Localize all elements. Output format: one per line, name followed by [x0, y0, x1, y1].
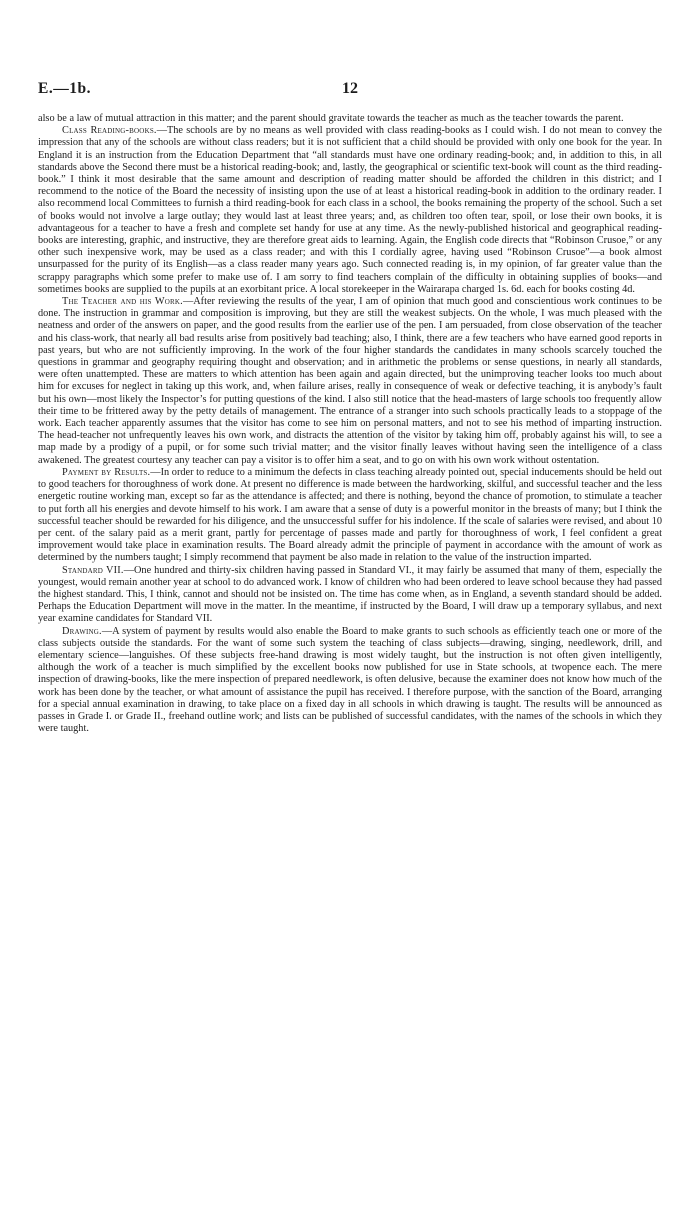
paragraph-text: —A system of payment by results would also enable the Board to make grants to such schools as efficiently teach one or more of the class subjects outside the standards. For the want of some such system the teaching of class subjects—drawing, singing, needlework, drill, and elementary science—languishes. Of these subjects free-hand drawing is most widely taught, but the instruction is not often given intelligently, although the work of a teacher is much simplified by the excellent books now published for use in State schools, at twopence each. The mere inspection of drawing-books, like the mere inspection of prepared needlework, is often delusive, because the examiner does not know how much of the work has been done by the teacher, or what amount of assistance the pupil has received. I therefore purpose, with the sanction of the Board, arranging for a special annual examination in drawing, to take place on a fixed day in all schools in which drawing is taught. The results will be announced as passes in Grade I. or Grade II., freehand outline work; and lists can be published of successful candidates, with the names of the schools in which they were taught.: [38, 625, 662, 735]
paragraph-text: also be a law of mutual attraction in this matter; and the parent should gravitate towards the teacher as much as the teacher towards the parent.: [38, 113, 624, 124]
document-reference: E.—1b.: [38, 80, 91, 97]
document-body: [38, 113, 662, 735]
paragraph-text: —In order to reduce to a minimum the defects in class teaching already pointed out, special inducements should be held out to good teachers for thoroughness of work done. At present no difference is made between the hardworking, skilful, and successful teacher and the less energetic routine working man, except so far as the attendance is affected; and there is nothing, beyond the chance of promotion, to stimulate a teacher to put forth all his energies and devote himself to his work. I am aware that a sense of duty is a powerful monitor in the breasts of many; but I think the successful teacher should be rewarded for his diligence, and the unsuccessful suffer for his indolence. If the scale of salaries were revised, and about 10 per cent. of the salary paid as a merit grant, partly for percentage of passes made and partly for thoroughness of work, I feel confident a great improvement would take place in examination results. The Board already admit the principle of payment in accordance with the amount of work as determined by the numbers taught; I simply recommend that payment be also made in relation to the value of the instruction imparted.: [38, 466, 662, 564]
page-header: [38, 80, 662, 102]
section-heading: The Teacher and his Work.: [62, 296, 183, 308]
paragraph-payment-by-results: [38, 467, 662, 565]
paragraph-text: —One hundred and thirty-six children having passed in Standard VI., it may fairly be assumed that many of them, especially the youngest, would remain another year at school to do advanced work. I know of children who had been ordered to leave school because they had passed the highest standard. This, I think, cannot and should not be insisted on. The time has come when, as in England, a seventh standard should be added. Perhaps the Education Department will move in the matter. In the meantime, if instructed by the Board, I will draw up a temporary syllabus, and next year examine candidates for Standard VII.: [38, 564, 662, 625]
section-heading: Class Reading-books.: [62, 125, 157, 137]
section-heading: Drawing.: [62, 625, 102, 637]
paragraph-text: —After reviewing the results of the year, I am of opinion that much good and conscientious work continues to be done. The instruction in grammar and composition is improving, but they are still the weakest subjects. On the whole, I was much pleased with the neatness and order of the answers on paper, and the good results from the earlier use of the pen. I am persuaded, from close observation of the teacher and his class-work, that nearly all bad results arise from positively bad teaching; also, I think, there are a few teachers who have earned good reports in past years, but who are not sufficiently improving. In the work of the four higher standards the candidates in many schools scarcely touched the questions in grammar and geography requiring thought and observation; and in arithmetic the problems or sense questions, in nearly all standards, were often unattempted. These are matters to which attention has been again and again directed, but the unimproving teacher looks too much about him for excuses for neglect in taking up this work, and, when failure arises, really in consequence of weak or defective teaching, it is anybody’s fault but his own—most likely the Inspector’s for putting questions of the kind. I also still notice that the head-masters of large schools too frequently allow their time to be frittered away by the petty details of management. The entrance of a stranger into such schools practically leads to a stoppage of the work. Each teacher apparently assumes that the visitor has come to see him on personal matters, and not to see his method of imparting instruction. The head-teacher not unfrequently leaves his own work, and distracts the attention of the visitor by taking him off, probably against his will, to see a map made by a prodigy of a pupil, or for some such trivial matter; and the visitor finally leaves without having seen the intelligence of a class awakened. The greatest courtesy any teacher can pay a visitor is to offer him a seat, and to go on with his own work without ostentation.: [38, 296, 662, 466]
paragraph-teacher-and-his-work: [38, 296, 662, 467]
page-number: 12: [342, 80, 358, 97]
paragraph-drawing: [38, 626, 662, 736]
section-heading: Standard VII.: [62, 564, 124, 576]
paragraph-continuation: [38, 113, 662, 125]
section-heading: Payment by Results.: [62, 466, 151, 478]
paragraph-class-reading-books: [38, 125, 662, 296]
paragraph-standard-vii: [38, 565, 662, 626]
paragraph-text: —The schools are by no means as well provided with class reading-books as I could wish. I do not mean to convey the impression that any of the schools are without class readers; but it is not sufficient that a child should be provided with only one book for the year. In England it is an instruction from the Education Department that “all standards must have one ordinary reading-book; and, in addition to this, in all standards above the Second there must be a historical reading-book; and, lastly, the geographical or scientific text-book will count as the third reading-book.” I think it most desirable that the same amount and description of reading matter should be afforded the children in this district; and I recommend to the notice of the Board the necessity of insisting upon the use of at least a historical reading-book in addition to the ordinary reader. I also recommend local Committees to furnish a third reading-book for each class in a school, the books remaining the property of the school. Such a set of books would not involve a large outlay; they would last at least three years; and, as children too often tear, spoil, or lose their own books, it is advantageous for a teacher to have a fresh and complete set handy for use at any time. As the newly-published historical and geographical reading-books are interesting, graphic, and instructive, they are therefore great aids to learning. Again, the English code directs that “Robinson Crusoe,” or any other such inexpensive work, may be used as a class reader; and with this I cordially agree, having used “Robinson Crusoe”—a book almost unsurpassed for the purity of its English—as a class reader many years ago. Such connected reading is, in my opinion, of far greater value than the scrappy paragraphs which some prefer to make use of. I am sorry to find teachers complain of the difficulty in obtaining supplies of books—and sometimes books are supplied to the pupils at an exorbitant price. A local storekeeper in the Wairarapa charged 1s. 6d. each for books costing 4d.: [38, 125, 662, 295]
